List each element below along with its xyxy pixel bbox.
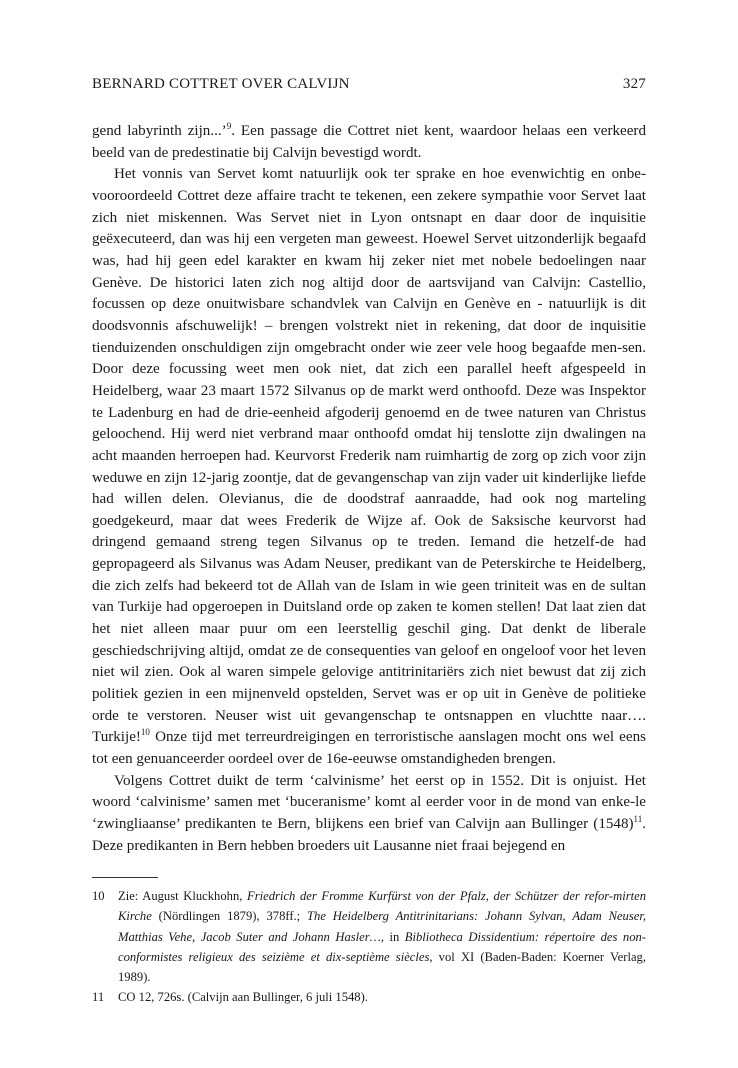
- page-number: 327: [622, 76, 646, 92]
- paragraph-text: gend labyrinth zijn...’: [92, 123, 227, 139]
- footnote-text-run: , vol XI (Baden-Baden: Koerner Verlag, 1989).: [118, 949, 646, 985]
- paragraph: [92, 771, 646, 858]
- footnote-number: 11: [92, 990, 105, 1005]
- paragraph: [92, 164, 646, 770]
- footnote-title: Friedrich der Fromme Kurfürst von der Pfalz, der Schützer der refor-mirten Kirche: [118, 889, 647, 924]
- paragraph-text: . Een passage die Cottret niet kent, waardoor helaas een verkeerd beeld van de predestinatie bij Calvijn bevestigd wordt.: [92, 123, 646, 161]
- footnote-text: [118, 987, 646, 1007]
- footnote-number: 10: [92, 889, 105, 903]
- footnote-text-run: (Nördlingen 1879), 378ff.;: [151, 909, 308, 924]
- footnotes: [92, 886, 646, 1008]
- running-title: BERNARD COTTRET OVER CALVIJN: [92, 76, 350, 92]
- footnote-title: Bibliotheca Dissidentium: répertoire des non-conformistes religieux des seizième et dix-septième siècles: [118, 929, 647, 964]
- paragraph: [92, 121, 646, 164]
- footnote-text: [118, 886, 646, 987]
- footnote-ref: 11: [633, 813, 643, 824]
- running-header: [92, 76, 646, 93]
- footnote-title: The Heidelberg Antitrinitarians: Johann Sylvan, Adam Neuser, Matthias Vehe, Jacob Suter and Johann Hasler…,: [118, 909, 646, 944]
- paragraph-text: Het vonnis van Servet komt natuurlijk ook ter sprake en hoe evenwichtig en onbe-vooroordeeld Cottret deze affaire tracht te tekenen, een zekere sympathie voor Servet laat zich niet miskennen. Was Servet niet in Lyon ontsnapt en daar door de inquisitie geëxecuteerd, dan was hij een vergeten man geweest. Hoewel Servet uitzonderlijk begaafd was, had hij geen edel karakter en kwam hij zeker niet met nobele bedoelingen naar Genève. De historici laten zich nog altijd door de aartsvijand van Calvijn: Castellio, focussen op deze onuitwisbare schandvlek van Calvijn en Genève en - natuurlijk is dit doodsvonnis afschuwelijk! – brengen volstrekt niet in rekening, dat door de inquisitie tienduizenden onschuldigen zijn omgebracht onder wie zeer vele hoog begaafde men-sen. Door deze focussing weet men ook niet, dat zich een parallel heeft afgespeeld in Heidelberg, waar 23 maart 1572 Silvanus op de markt werd onthoofd. Deze was Inspektor te Ladenburg en had de drie-eenheid afgoderij genoemd en de twee naturen van Christus geloochend. Hij werd niet verbrand maar onthoofd omdat hij tenslotte zijn dwalingen na acht maanden herroepen had. Keurvorst Frederik nam ruimhartig de zorg op zich voor zijn weduwe en zijn 12-jarig zoontje, dat de gevangenschap van zijn vader uit kinderlijke liefde had willen delen. Olevianus, die de doodstraf aanraadde, had ook nog marteling goedgekeurd, maar dat wees Frederik de Wijze af. Ook de Saksische keurvorst had dringend gemaand streng tegen Silvanus op te treden. Iemand die hetzelf-de had gepropageerd als Silvanus was Adam Neuser, predikant van de Peterskirche te Heidelberg, die zich zelfs had bekeerd tot de Allah van de Islam in wie geen triniteit was en de sultan van Turkije had opgeroepen in Duitsland orde op zaken te komen stellen! Dat laat zien dat het niet alleen maar puur om een leerstellig geschil ging. Dat denkt de liberale geschiedschrijving altijd, omdat ze de consequenties van geloof en ongeloof voor het leven niet wil zien. Ook al waren simpele gelovige antitrinitariërs zich niet bewust dat zij zich politiek gezien in een mijnenveld opstelden, Servet was er op uit in Genève de politieke orde te verstoren. Neuser wist uit gevangenschap te ontsnappen en vluchtte naar…. Turkije!: [92, 166, 646, 746]
- paragraph-text: . Deze predikanten in Bern hebben broeders uit Lausanne niet fraai bejegend en: [92, 816, 646, 854]
- footnote-divider: [92, 877, 158, 878]
- body-text: [92, 121, 646, 857]
- footnote: [92, 886, 646, 987]
- footnote-text-run: CO 12, 726s. (Calvijn aan Bullinger, 6 juli 1548).: [118, 990, 368, 1005]
- paragraph-text: Onze tijd met terreurdreigingen en terroristische aanslagen mocht ons wel eens tot een genuanceerder oordeel over de 16e-eeuwse omstandigheden brengen.: [92, 729, 646, 768]
- footnote-ref: 10: [140, 727, 150, 738]
- paragraph-text: Volgens Cottret duikt de term ‘calvinisme’ het eerst op in 1552. Dit is onjuist. Het woord ‘calvinisme’ samen met ‘buceranisme’ komt al eerder voor in de mond van enke-le ‘zwingliaanse’ predikanten te Bern, blijkens een brief van Calvijn aan Bullinger (1548): [92, 772, 646, 832]
- footnote: [92, 987, 646, 1007]
- footnote-ref: 9: [226, 120, 232, 131]
- footnote-text-run: Zie: August Kluckhohn,: [118, 889, 248, 903]
- footnote-text-run: in: [383, 929, 405, 944]
